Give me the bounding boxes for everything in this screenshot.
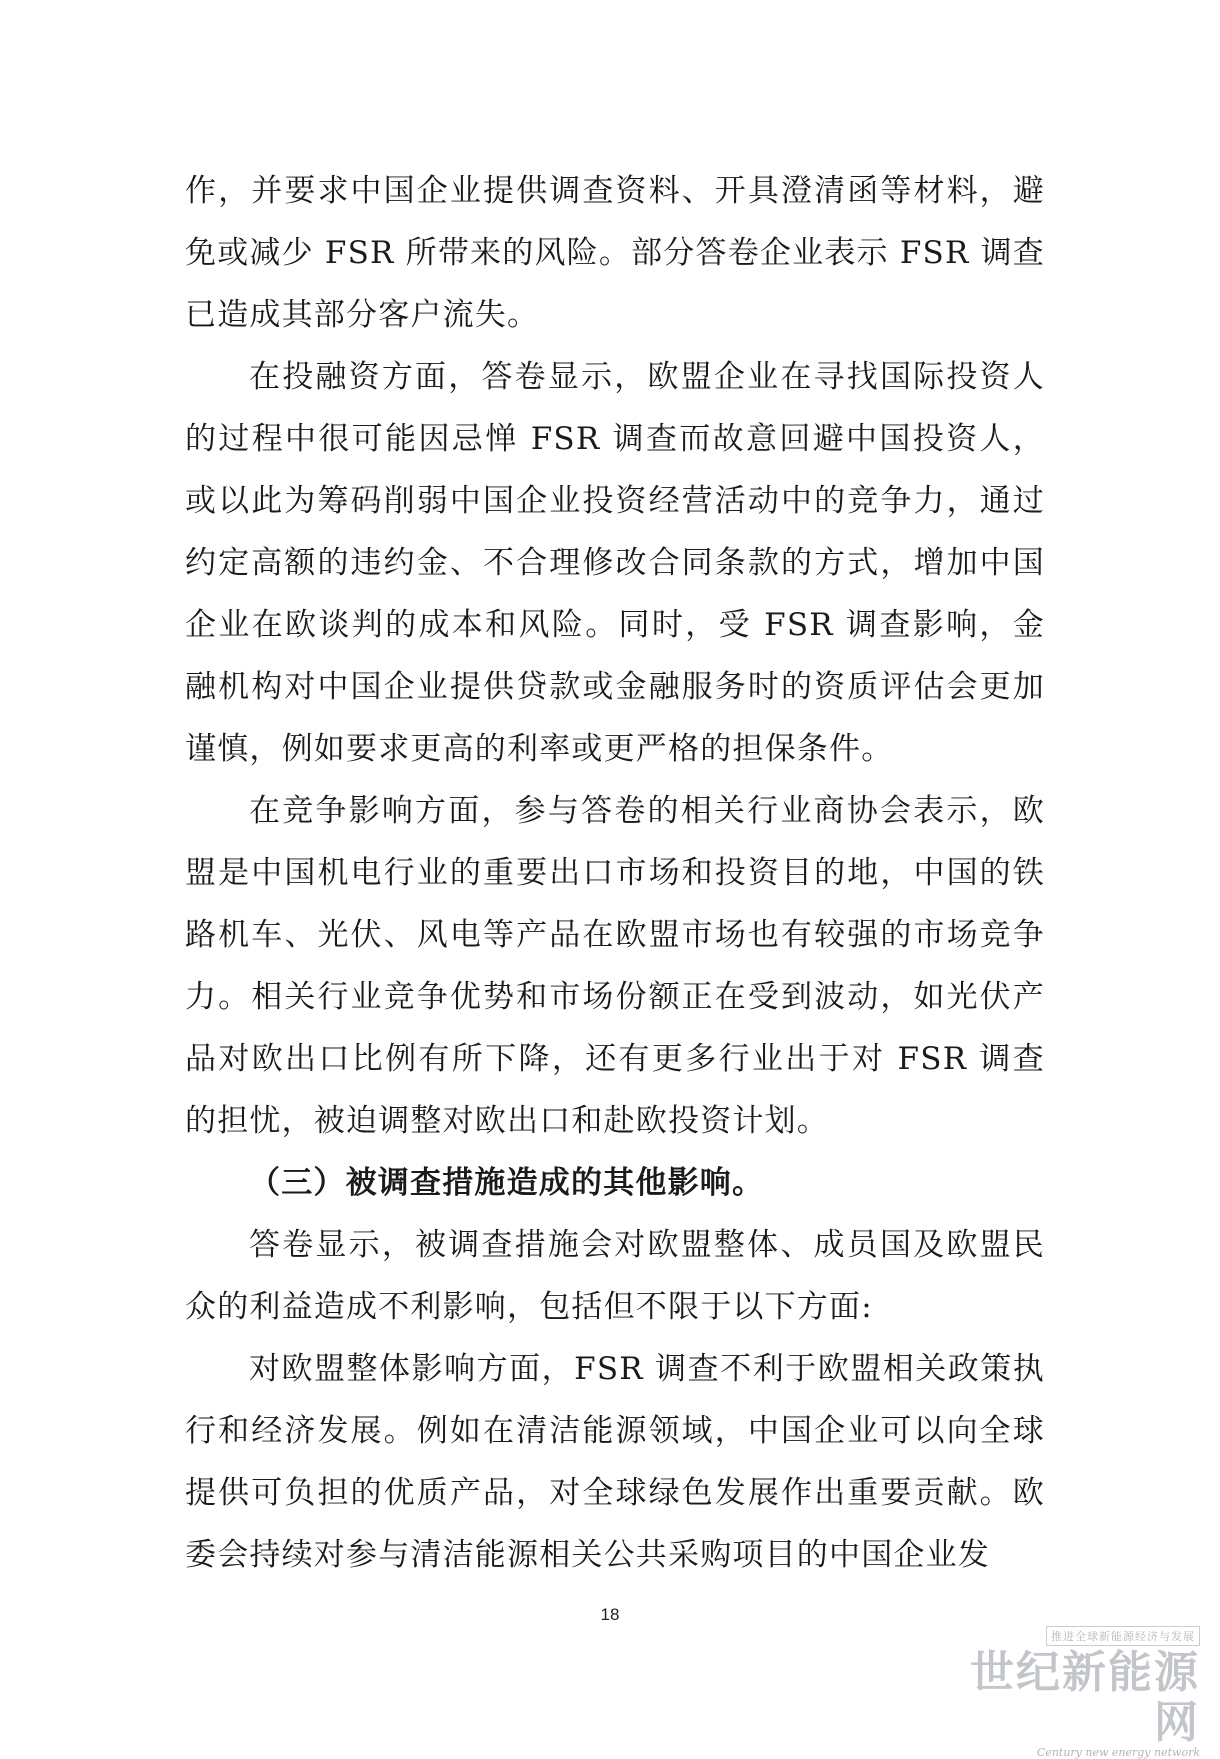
paragraph-1: 作，并要求中国企业提供调查资料、开具澄清函等材料，避免或减少 FSR 所带来的风险。部分答卷企业表示 FSR 调查已造成其部分客户流失。	[185, 173, 1045, 333]
paragraph-financing: 在投融资方面，答卷显示，欧盟企业在寻找国际投资人的过程中很可能因忌惮 FSR 调查而故意回避中国投资人，或以此为筹码削弱中国企业投资经营活动中的竞争力，通过约定高额的违约金、不合理修改合同条款的方式，增加中国企业在欧谈判的成本和风险。同时，受 FSR 调查影响，金融机构对中国企业提供贷款或金融服务时的资质评估会更加谨慎，例如要求更高的利率或更严格的担保条件。	[185, 359, 1045, 767]
watermark-english: Century new energy network	[1036, 1746, 1200, 1759]
document-body	[185, 160, 1045, 1586]
page-number: 18	[600, 1605, 620, 1624]
watermark-logo	[970, 1625, 1200, 1759]
watermark-logo-text: 世纪新能源网	[970, 1647, 1200, 1748]
paragraph-competition: 在竞争影响方面，参与答卷的相关行业商协会表示，欧盟是中国机电行业的重要出口市场和投资目的地，中国的铁路机车、光伏、风电等产品在欧盟市场也有较强的市场竞争力。相关行业竞争优势和市场份额正在受到波动，如光伏产品对欧出口比例有所下降，还有更多行业出于对 FSR 调查的担忧，被迫调整对欧出口和赴欧投资计划。	[185, 793, 1045, 1139]
paragraph-eu-impact: 对欧盟整体影响方面，FSR 调查不利于欧盟相关政策执行和经济发展。例如在清洁能源领域，中国企业可以向全球提供可负担的优质产品，对全球绿色发展作出重要贡献。欧委会持续对参与清洁能源相关公共采购项目的中国企业发	[185, 1351, 1045, 1573]
watermark-tagline: 推进全球新能源经济与发展	[1046, 1626, 1200, 1646]
paragraph-survey: 答卷显示，被调查措施会对欧盟整体、成员国及欧盟民众的利益造成不利影响，包括但不限于以下方面:	[185, 1227, 1045, 1325]
section-heading: （三）被调查措施造成的其他影响。	[249, 1165, 765, 1201]
